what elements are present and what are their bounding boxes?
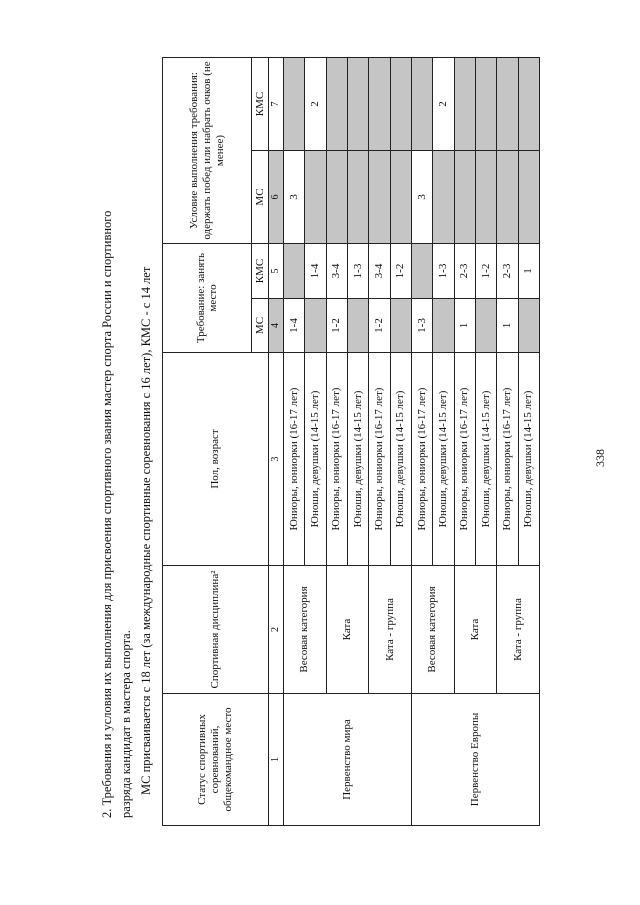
place-ms-cell: 1-4: [283, 299, 304, 353]
discipline-name: Ката: [326, 566, 369, 694]
condition-kms-cell: [283, 58, 304, 151]
place-kms-cell: [283, 244, 304, 299]
header-discipline: Спортивная дисциплина²: [163, 566, 269, 694]
header-kms: КМС: [252, 244, 268, 299]
place-ms-cell: 1-2: [326, 299, 347, 353]
condition-ms-cell: [369, 151, 390, 244]
gender-age-cell: Юниоры, юниорки (16-17 лет): [497, 353, 518, 566]
intro-line-3: МС присваивается с 18 лет (за международные спортивные соревнования с 16 лет), КМС - с 14 лет: [139, 266, 153, 795]
gender-age-cell: Юниоры, юниорки (16-17 лет): [283, 353, 304, 566]
place-kms-cell: 3-4: [326, 244, 347, 299]
place-ms-cell: 1: [497, 299, 518, 353]
gender-age-cell: Юноши, девушки (14-15 лет): [390, 353, 411, 566]
intro-line-1: 2. Требования и условия их выполнения для присвоения спортивного звания мастер спорта России и спортивного: [100, 210, 114, 818]
place-ms-cell: 1-3: [411, 299, 432, 353]
condition-kms-cell: [518, 58, 539, 151]
place-kms-cell: 2-3: [454, 244, 475, 299]
condition-ms-cell: [454, 151, 475, 244]
place-ms-cell: [475, 299, 496, 353]
competition-status: Первенство Европы: [411, 694, 539, 826]
header-condition-ms: МС: [252, 151, 268, 244]
place-ms-cell: [390, 299, 411, 353]
gender-age-cell: Юниоры, юниорки (16-17 лет): [454, 353, 475, 566]
condition-ms-cell: [326, 151, 347, 244]
col-number: 1: [268, 694, 283, 826]
header-gender-age: Пол, возраст: [163, 353, 269, 566]
gender-age-cell: Юниоры, юниорки (16-17 лет): [326, 353, 347, 566]
col-number: 2: [268, 566, 283, 694]
place-kms-cell: 1-3: [347, 244, 368, 299]
place-kms-cell: 1-2: [475, 244, 496, 299]
condition-ms-cell: [390, 151, 411, 244]
intro-line-2: разряда кандидат в мастера спорта.: [119, 630, 133, 818]
condition-ms-cell: 3: [411, 151, 432, 244]
col-number: 7: [268, 58, 283, 151]
gender-age-cell: Юноши, девушки (14-15 лет): [347, 353, 368, 566]
col-number: 5: [268, 244, 283, 299]
col-number: 4: [268, 299, 283, 353]
condition-kms-cell: [454, 58, 475, 151]
place-kms-cell: 2-3: [497, 244, 518, 299]
condition-ms-cell: [475, 151, 496, 244]
condition-kms-cell: [326, 58, 347, 151]
header-ms: МС: [252, 299, 268, 353]
header-place-requirement: Требование: занять место: [163, 244, 252, 353]
place-kms-cell: 1-4: [305, 244, 326, 299]
table-row: [283, 58, 304, 826]
discipline-name: Ката: [454, 566, 497, 694]
gender-age-cell: Юноши, девушки (14-15 лет): [305, 353, 326, 566]
condition-kms-cell: [497, 58, 518, 151]
competition-status: Первенство мира: [283, 694, 411, 826]
place-ms-cell: [518, 299, 539, 353]
gender-age-cell: Юноши, девушки (14-15 лет): [433, 353, 454, 566]
condition-kms-cell: 2: [305, 58, 326, 151]
header-condition: Условие выполнения требования: одержать побед или набрать очков (не менее): [163, 58, 252, 244]
condition-kms-cell: [390, 58, 411, 151]
condition-ms-cell: [305, 151, 326, 244]
gender-age-cell: Юниоры, юниорки (16-17 лет): [411, 353, 432, 566]
place-kms-cell: 1-3: [433, 244, 454, 299]
discipline-name: Ката - группа: [497, 566, 540, 694]
place-kms-cell: 1: [518, 244, 539, 299]
discipline-name: Весовая категория: [411, 566, 454, 694]
page-number: 338: [593, 449, 607, 467]
place-ms-cell: 1: [454, 299, 475, 353]
discipline-name: Весовая категория: [283, 566, 326, 694]
gender-age-cell: Юниоры, юниорки (16-17 лет): [369, 353, 390, 566]
condition-ms-cell: [347, 151, 368, 244]
gender-age-cell: Юноши, девушки (14-15 лет): [475, 353, 496, 566]
condition-kms-cell: 2: [433, 58, 454, 151]
place-ms-cell: 1-2: [369, 299, 390, 353]
place-kms-cell: [411, 244, 432, 299]
discipline-name: Ката - группа: [369, 566, 412, 694]
condition-ms-cell: 3: [283, 151, 304, 244]
condition-kms-cell: [369, 58, 390, 151]
place-kms-cell: 3-4: [369, 244, 390, 299]
condition-kms-cell: [475, 58, 496, 151]
gender-age-cell: Юноши, девушки (14-15 лет): [518, 353, 539, 566]
condition-ms-cell: [497, 151, 518, 244]
table-row: [411, 58, 432, 826]
place-kms-cell: 1-2: [390, 244, 411, 299]
requirements-table: [162, 57, 540, 826]
col-number: 3: [268, 353, 283, 566]
place-ms-cell: [433, 299, 454, 353]
header-condition-kms: КМС: [252, 58, 268, 151]
place-ms-cell: [347, 299, 368, 353]
col-number: 6: [268, 151, 283, 244]
condition-kms-cell: [347, 58, 368, 151]
place-ms-cell: [305, 299, 326, 353]
condition-ms-cell: [433, 151, 454, 244]
header-status: Статус спортивных соревнований, общекомандное место: [163, 694, 269, 826]
condition-ms-cell: [518, 151, 539, 244]
condition-kms-cell: [411, 58, 432, 151]
